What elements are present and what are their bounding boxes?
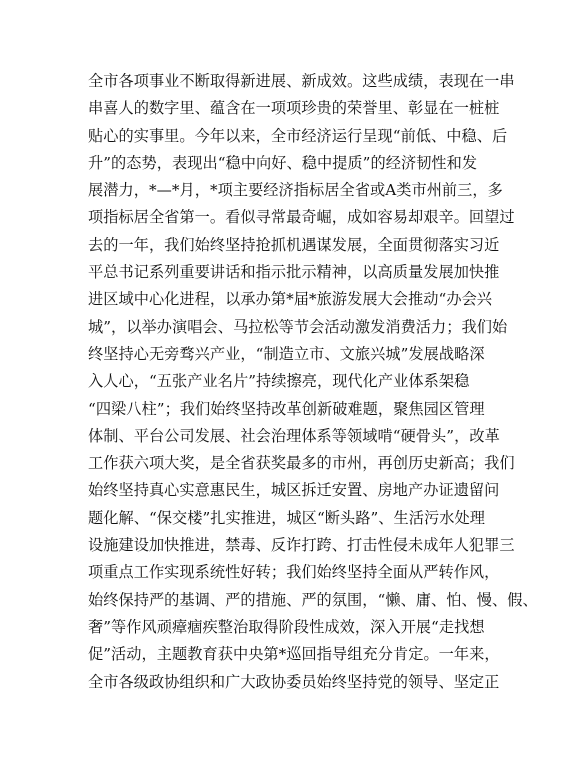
text-line: 设施建设加快推进，禁毒、反诈打跨、打击性侵未成年人犯罪三 [88,536,515,555]
text-line: 平总书记系列重要讲话和指示批示精神，以高质量发展加快推 [88,263,500,282]
text-line: 贴心的实事里。今年以来，全市经济运行呈现“前低、中稳、后 [88,126,508,145]
text-line: 城”，以举办演唱会、马拉松等节会活动激发消费活力；我们始 [88,317,508,336]
text-line: 始终保持严的基调、严的措施、严的氛围，“懒、庸、怕、慢、假、 [88,590,538,609]
text-line: 展潜力，*—*月，*项主要经济指标居全省或A类市州前三，多 [88,181,503,200]
text-line: 去的一年，我们始终坚持抢抓机遇谋发展，全面贯彻落实习近 [88,235,500,254]
text-line: 串喜人的数字里、蕴含在一项项珍贵的荣誉里、彰显在一桩桩 [88,99,500,118]
text-line: 奢”等作风顽瘴痼疾整治取得阶段性成效，深入开展“走找想 [88,617,485,636]
text-line: 项指标居全省第一。看似寻常最奇崛，成如容易却艰辛。回望过 [88,208,515,227]
text-line: 终坚持心无旁骛兴产业，“制造立市、文旅兴城”发展战略深 [88,344,485,363]
text-line: 促”活动，主题教育获中央第*巡回指导组充分肯定。一年来， [88,645,500,664]
text-line: 进区域中心化进程，以承办第*届*旅游发展大会推动“办会兴 [88,290,493,309]
text-line: 升”的态势，表现出“稳中向好、稳中提质”的经济韧性和发 [88,153,478,172]
text-line: 体制、平台公司发展、社会治理体系等领域啃“硬骨头”，改革 [88,426,500,445]
text-line: 全市各项事业不断取得新进展、新成效。这些成绩，表现在一串 [88,72,515,90]
body-paragraph [88,68,538,696]
text-line: 题化解、“保交楼”扎实推进，城区“断头路”、生活污水处理 [88,508,485,527]
text-line: 始终坚持真心实意惠民生，城区拆迁安置、房地产办证遗留问 [88,481,500,500]
text-line: 项重点工作实现系统性好转；我们始终坚持全面从严转作风， [88,563,500,582]
text-line: “四梁八柱”；我们始终坚持改革创新破难题，聚焦园区管理 [88,399,485,418]
text-line: 全市各级政协组织和广大政协委员始终坚持党的领导、坚定正 [88,672,500,691]
text-line: 入人心，“五张产业名片”持续擦亮，现代化产业体系架稳 [88,372,470,391]
text-line: 工作获六项大奖，是全省获奖最多的市州，再创历史新高；我们 [88,454,515,473]
